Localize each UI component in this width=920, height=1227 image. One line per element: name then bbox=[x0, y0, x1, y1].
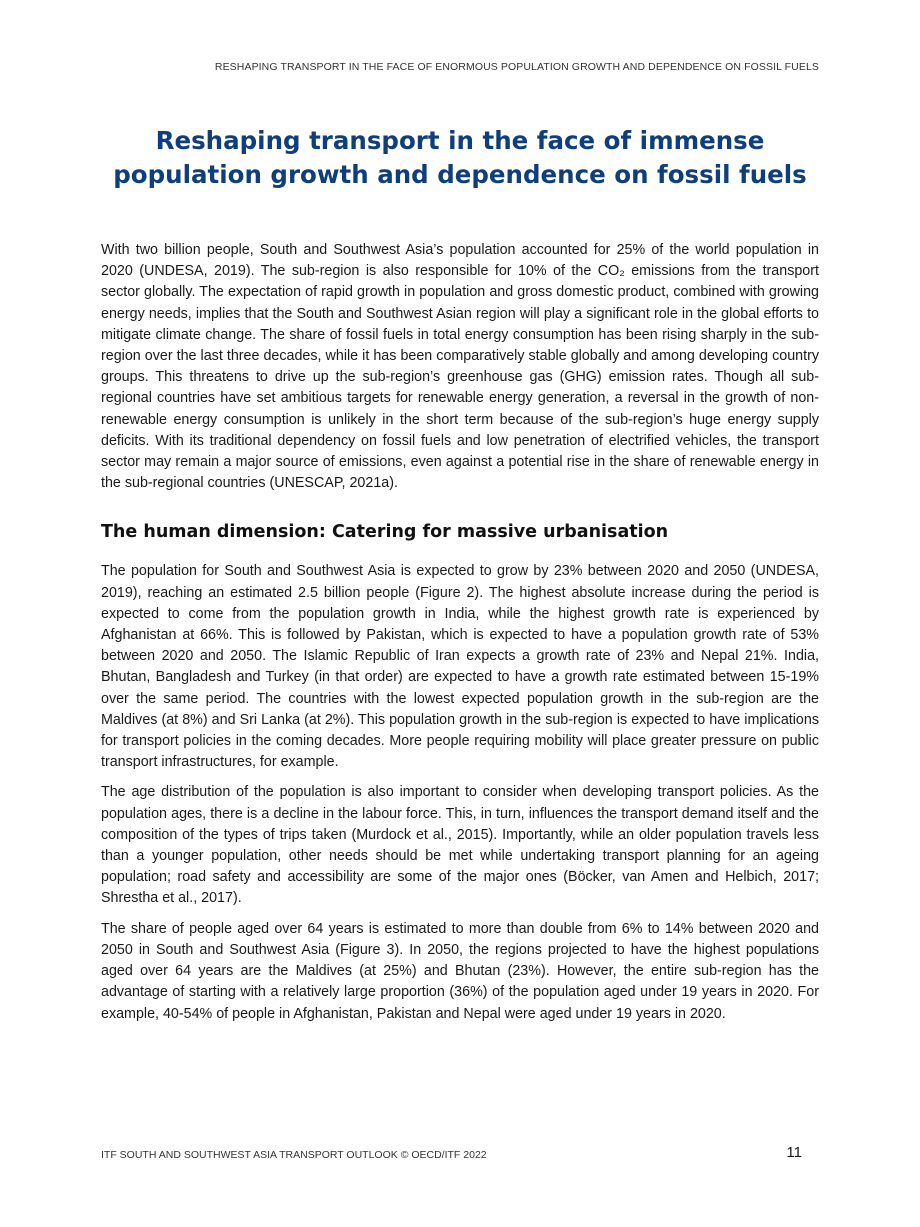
body-paragraph: The share of people aged over 64 years is estimated to more than double from 6% to 14% between 2020 and 2050 in South and Southwest Asia (Figure 3). In 2050, the regions projected to have the highest populations aged over 64 years are the Maldives (at 25%) and Bhutan (23%). However, the entire sub-region has the advantage of starting with a relatively large proportion (36%) of the population aged under 19 years in 2020. For example, 40-54% of people in Afghanistan, Pakistan and Nepal were aged under 19 years in 2020. bbox=[101, 920, 819, 1022]
article-body bbox=[101, 240, 819, 1034]
page-title: Reshaping transport in the face of immense population growth and dependence on fossil fuels bbox=[113, 126, 807, 189]
body-paragraph: The age distribution of the population is also important to consider when developing transport policies. As the population ages, there is a decline in the labour force. This, in turn, influences the transport demand itself and the composition of the types of trips taken (Murdock et al., 2015). Importantly, while an older population travels less than a younger population, other needs should be met while undertaking transport planning for an ageing population; road safety and accessibility are some of the major ones (Böcker, van Amen and Helbich, 2017; Shrestha et al., 2017). bbox=[101, 784, 819, 907]
running-header: RESHAPING TRANSPORT IN THE FACE OF ENORMOUS POPULATION GROWTH AND DEPENDENCE ON FOSSIL FUELS bbox=[214, 61, 819, 73]
footer-publication: ITF SOUTH AND SOUTHWEST ASIA TRANSPORT OUTLOOK © OECD/ITF 2022 bbox=[101, 1149, 487, 1161]
section-heading: The human dimension: Catering for massive urbanisation bbox=[101, 522, 669, 543]
page-number: 11 bbox=[786, 1144, 802, 1161]
intro-paragraph: With two billion people, South and Southwest Asia’s population accounted for 25% of the world population in 2020 (UNDESA, 2019). The sub-region is also responsible for 10% of the CO₂ emissions from the transport sector globally. The expectation of rapid growth in population and gross domestic product, combined with growing energy needs, implies that the South and Southwest Asian region will play a significant role in the global efforts to mitigate climate change. The share of fossil fuels in total energy consumption has been rising sharply in the sub-region over the last three decades, while it has been comparatively stable globally and among developing country groups. This threatens to drive up the sub-region’s greenhouse gas (GHG) emission rates. Though all sub-regional countries have set ambitious targets for renewable energy generation, a reversal in the growth of non-renewable energy consumption is unlikely in the short term because of the sub-region’s huge energy supply deficits. With its traditional dependency on fossil fuels and low penetration of electrified vehicles, the transport sector may remain a major source of emissions, even against a potential rise in the share of renewable energy in the sub-regional countries (UNESCAP, 2021a). bbox=[101, 242, 819, 492]
body-paragraph: The population for South and Southwest Asia is expected to grow by 23% between 2020 and 2050 (UNDESA, 2019), reaching an estimated 2.5 billion people (Figure 2). The highest absolute increase during the period is expected to come from the population growth in India, while the highest growth rate is experienced by Afghanistan at 66%. This is followed by Pakistan, which is expected to have a population growth rate of 53% between 2020 and 2050. The Islamic Republic of Iran expects a growth rate of 23% and Nepal 21%. India, Bhutan, Bangladesh and Turkey (in that order) are expected to have a growth rate estimated between 15-19% over the same period. The countries with the lowest expected population growth in the sub-region are the Maldives (at 8%) and Sri Lanka (at 2%). This population growth in the sub-region is expected to have implications for transport policies in the coming decades. More people requiring mobility will place greater pressure on public transport infrastructures, for example. bbox=[101, 563, 819, 771]
